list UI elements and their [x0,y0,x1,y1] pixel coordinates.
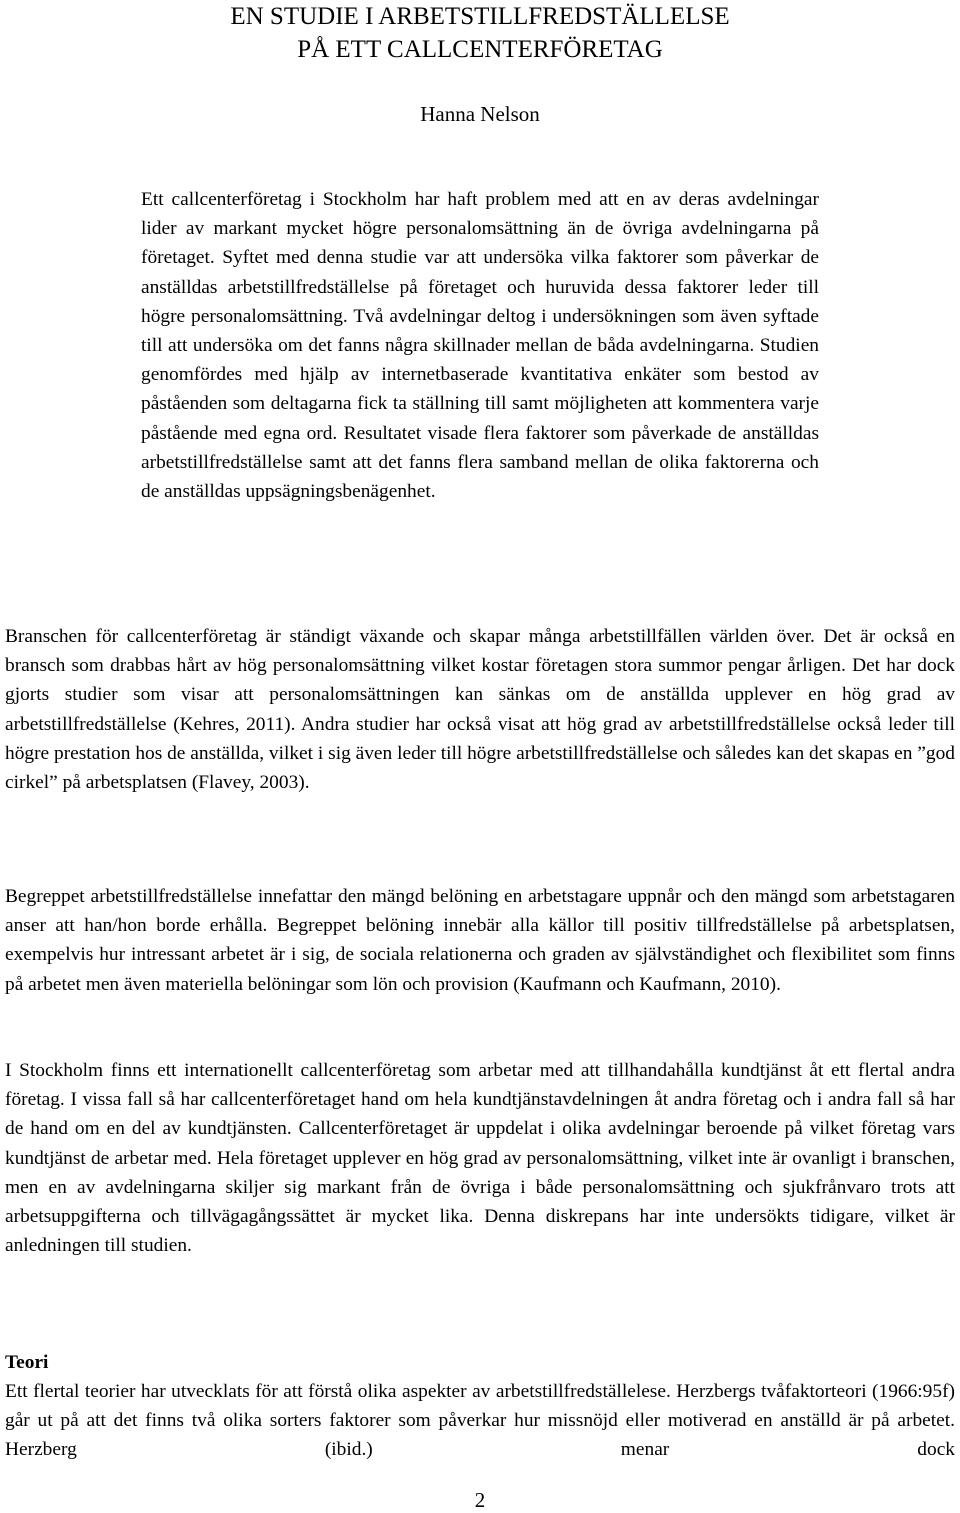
abstract-paragraph: Ett callcenterföretag i Stockholm har haft problem med att en av deras avdelningar lider av markant mycket högre personalomsättning än de övriga avdelningarna på företaget. Syftet med denna studie var att undersöka vilka faktorer som påverkar de anställdas arbetstillfredställelse på företaget och huruvida dessa faktorer leder till högre personalomsättning. Två avdelningar deltog i undersökningen som även syftade till att undersöka om det fanns några skillnader mellan de båda avdelningarna. Studien genomfördes med hjälp av internetbaserade kvantitativa enkäter som bestod av påståenden som deltagarna fick ta ställning till samt möjligheten att kommentera varje påstående med egna ord. Resultatet visade flera faktorer som påverkade de anställdas arbetstillfredställelse samt att det fanns flera samband mellan de olika faktorerna och de anställdas uppsägningsbenägenhet. [141,189,819,503]
title-line-2: PÅ ETT CALLCENTERFÖRETAG [297,36,663,63]
document-title [0,0,960,66]
section-heading: Teori [5,1352,49,1373]
section-paragraph: Ett flertal teorier har utvecklats för att förstå olika aspekter av arbetstillfredställelese. Herzbergs tvåfaktorteori (1966:95f) går ut på att det finns två olika sorters faktorer som påverkar hur missnöjd eller motiverad en anställd är på arbetet. Herzberg (ibid.) menar dock [5,1381,955,1461]
author-name: Hanna Nelson [420,102,540,126]
body-paragraph-2: Begreppet arbetstillfredställelse innefattar den mängd belöning en arbetstagare uppnår och den mängd som arbetstagaren anser att han/hon borde erhålla. Begreppet belöning innebär alla källor till positiv tillfredställelse på arbetsplatsen, exempelvis hur intressant arbetet är i sig, de sociala relationerna och graden av självständighet och flexibilitet som finns på arbetet men även materiella belöningar som lön och provision (Kaufmann och Kaufmann, 2010). [5,886,955,995]
body-paragraph-3: I Stockholm finns ett internationellt callcenterföretag som arbetar med att tillhandahålla kundtjänst åt ett flertal andra företag. I vissa fall så har callcenterföretaget hand om hela kundtjänstavdelningen åt andra företag och i andra fall så har de hand om en del av kundtjänsten. Callcenterföretaget är uppdelat i olika avdelningar beroende på vilket företag vars kundtjänst de arbetar med. Hela företaget upplever en hög grad av personalomsättning, vilket inte är ovanligt i branschen, men en av avdelningarna skiljer sig markant från de övriga i både personalomsättning och sjukfrånvaro trots att arbetsuppgifterna och tillvägagångssättet är mycket lika. Denna diskrepans har inte undersökts tidigare, vilket är anledningen till studien. [5,1060,955,1257]
page-number: 2 [474,1488,486,1512]
body-paragraph-1: Branschen för callcenterföretag är ständigt växande och skapar många arbetstillfällen världen över. Det är också en bransch som drabbas hårt av hög personalomsättning vilket kostar företagen stora summor pengar årligen. Det har dock gjorts studier som visar att personalomsättningen kan sänkas om de anställda upplever en hög grad av arbetstillfredställelse (Kehres, 2011). Andra studier har också visat att hög grad av arbetstillfredställelse också leder till högre prestation hos de anställda, vilket i sig även leder till högre arbetstillfredställelse och således kan det skapas en ”god cirkel” på arbetsplatsen (Flavey, 2003). [5,626,955,794]
title-line-1: EN STUDIE I ARBETSTILLFREDSTÄLLELSE [230,3,730,30]
